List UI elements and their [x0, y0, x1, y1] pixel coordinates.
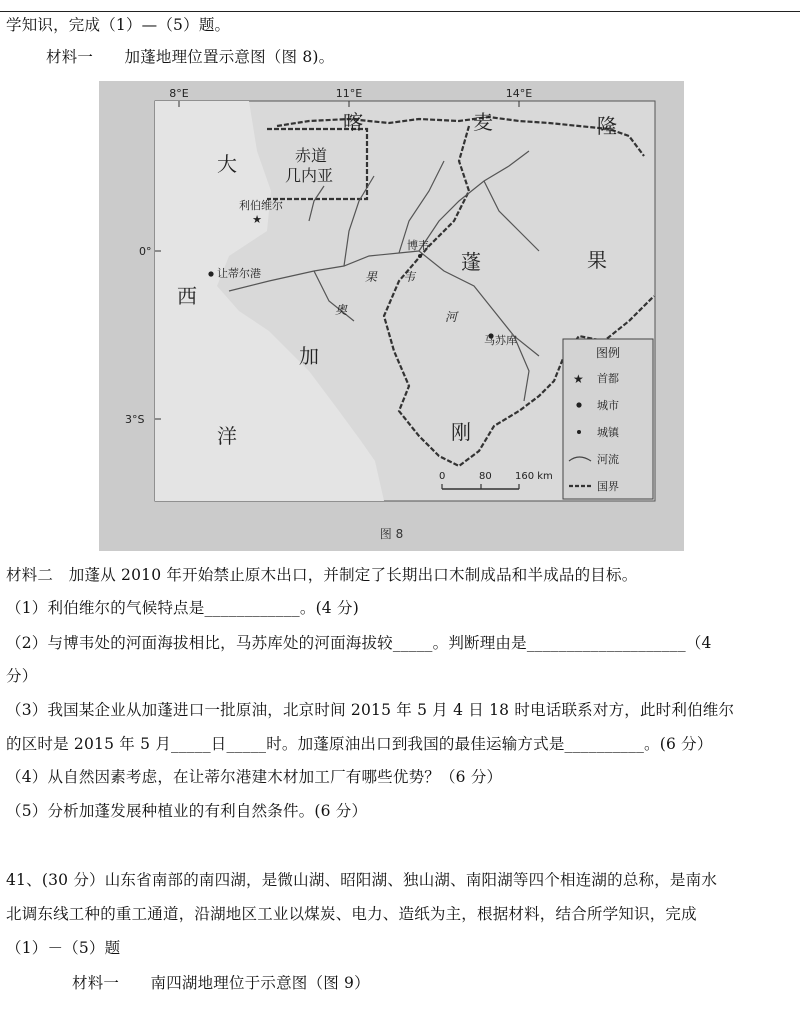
map-legend — [563, 339, 653, 499]
port-label: 让蒂尔港 — [217, 267, 261, 280]
congo-char-1: 果 — [587, 248, 607, 272]
legend-capital-icon: ★ — [573, 372, 584, 386]
ocean-char-1: 大 — [217, 152, 237, 176]
gabon-char-1: 加 — [299, 344, 319, 368]
bove-town-dot — [418, 254, 422, 258]
svg-text:城市: 城市 — [597, 399, 619, 412]
capital-label: 利伯维尔 — [239, 199, 283, 212]
gabon-map-figure — [99, 81, 684, 551]
lat-label-3s: 3°S — [125, 413, 145, 426]
legend-title: 图例 — [596, 346, 621, 360]
masuku-label: 马苏库 — [484, 334, 517, 347]
river-char-2: 果 — [365, 270, 378, 284]
question-41-cont: 北调东线工种的重工通道，沿湖地区工业以煤炭、电力、造纸为主，根据材料，结合所学知识，完成 — [6, 905, 697, 923]
lon-label-8: 8°E — [169, 87, 189, 100]
question-41-range: （1）－（5）题 — [6, 939, 121, 957]
legend-city-icon — [576, 402, 581, 407]
eq-guinea-label-1: 赤道 — [295, 146, 328, 165]
svg-text:80: 80 — [479, 471, 492, 482]
lon-label-11: 11°E — [335, 87, 363, 100]
lon-label-14: 14°E — [505, 87, 533, 100]
question-3-cont: 的区时是 2015 年 5 月_____日_____时。加蓬原油出口到我国的最佳运输方式是__________。(6 分） — [6, 735, 713, 753]
question-41: 41、(30 分）山东省南部的南四湖，是微山湖、昭阳湖、独山湖、南阳湖等四个相连湖的总称，是南水 — [6, 871, 718, 889]
svg-text:城镇: 城镇 — [597, 426, 619, 439]
gabon-map — [99, 81, 684, 551]
material-1-fig9: 材料一 南四湖地理位于示意图（图 9） — [72, 974, 370, 992]
text-line-1: 学知识，完成（1）—（5）题。 — [6, 16, 231, 34]
question-3: （3）我国某企业从加蓬进口一批原油，北京时间 2015 年 5 月 4 日 18 时电话联系对方，此时利伯维尔 — [6, 701, 735, 719]
cameroon-char-1: 喀 — [343, 110, 363, 134]
question-2-cont: 分） — [6, 667, 38, 685]
lat-label-0: 0° — [139, 245, 152, 258]
svg-text:河流: 河流 — [597, 453, 619, 466]
congo-char-2: 刚 — [451, 420, 471, 444]
top-rule — [0, 11, 800, 12]
cameroon-char-2: 麦 — [473, 110, 493, 134]
question-2: （2）与博韦处的河面海拔相比，马苏库处的河面海拔较_____。判断理由是____________________（4 — [6, 634, 712, 652]
eq-guinea-label-2: 几内亚 — [285, 166, 334, 185]
svg-text:0: 0 — [439, 471, 446, 482]
svg-text:160 km: 160 km — [515, 471, 553, 482]
svg-text:首都: 首都 — [597, 372, 619, 385]
material-2-text: 材料二 加蓬从 2010 年开始禁止原木出口，并制定了长期出口木制成品和半成品的目标。 — [6, 566, 638, 584]
cameroon-char-3: 隆 — [597, 114, 617, 138]
port-city-dot — [208, 271, 213, 276]
ocean-char-2: 西 — [177, 284, 197, 308]
question-1: （1）利伯维尔的气候特点是____________。(4 分) — [6, 599, 359, 617]
question-5: （5）分析加蓬发展种植业的有利自然条件。(6 分） — [6, 802, 368, 820]
bove-label: 博韦 — [407, 239, 429, 252]
ocean-char-3: 洋 — [217, 424, 237, 448]
river-char-1: 奥 — [335, 303, 348, 317]
legend-town-icon — [577, 430, 581, 434]
question-4: （4）从自然因素考虑，在让蒂尔港建木材加工厂有哪些优势？（6 分） — [6, 768, 503, 786]
svg-text:国界: 国界 — [597, 480, 619, 493]
capital-star-icon: ★ — [252, 213, 262, 226]
figure-caption: 图 8 — [379, 527, 404, 541]
material-1-heading: 材料一 加蓬地理位置示意图（图 8)。 — [46, 48, 335, 66]
river-char-4: 河 — [445, 310, 458, 324]
gabon-char-2: 蓬 — [461, 250, 481, 274]
river-char-3: 韦 — [403, 270, 416, 284]
